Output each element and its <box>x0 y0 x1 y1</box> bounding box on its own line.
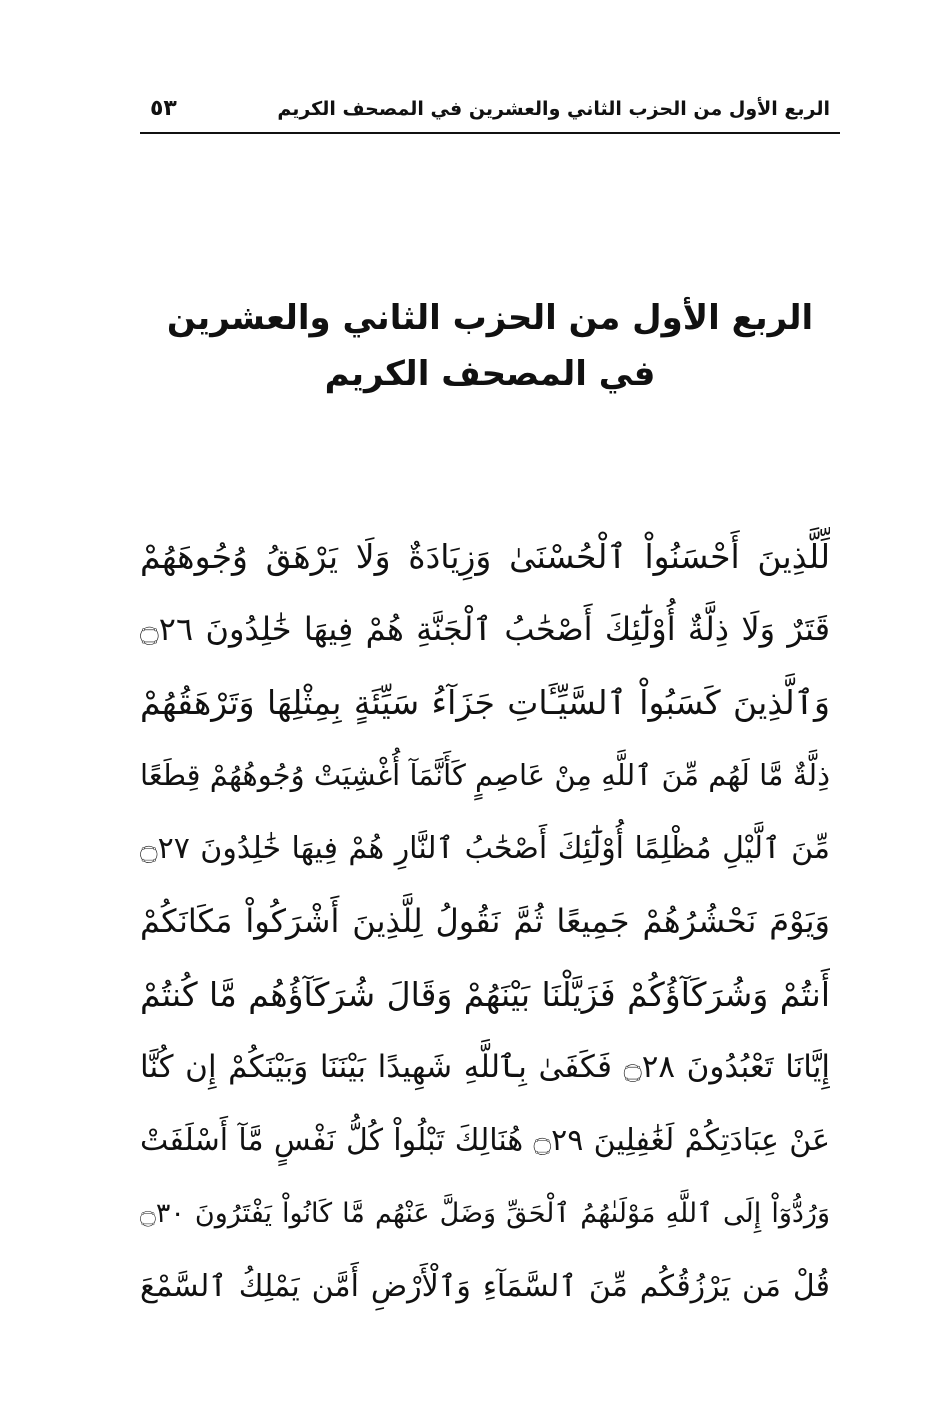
verse-line-7: أَنتُمْ وَشُرَكَآؤُكُمْ فَزَيَّلْنَا بَيْنَهُمْ وَقَالَ شُرَكَآؤُهُم مَّا كُنتُمْ <box>140 975 830 1014</box>
verse-line-10: وَرُدُّوٓاْ إِلَى ٱللَّهِ مَوْلَىٰهُمُ ٱلْحَقِّ وَضَلَّ عَنْهُم مَّا كَانُواْ يَفْتَرُونَ ۝٣٠ <box>140 1198 830 1229</box>
section-title-line-2: في المصحف الكريم <box>324 354 656 394</box>
running-title: الربع الأول من الحزب الثاني والعشرين في المصحف الكريم <box>277 98 830 120</box>
verse-line-4: ذِلَّةٌ مَّا لَهُم مِّنَ ٱللَّهِ مِنْ عَاصِمٍ كَأَنَّمَآ أُغْشِيَتْ وُجُوهُهُمْ قِطَعًا <box>140 758 830 792</box>
running-header <box>140 94 840 130</box>
verse-line-6: وَيَوْمَ نَحْشُرُهُمْ جَمِيعًا ثُمَّ نَقُولُ لِلَّذِينَ أَشْرَكُواْ مَكَانَكُمْ <box>140 902 830 940</box>
verse-line-2: قَتَرٌ وَلَا ذِلَّةٌ أُوْلَٰٓئِكَ أَصْحَٰبُ ٱلْجَنَّةِ هُمْ فِيهَا خَٰلِدُونَ ۝٢٦ <box>140 610 830 648</box>
verse-line-5: مِّنَ ٱلَّيْلِ مُظْلِمًا أُوْلَٰٓئِكَ أَصْحَٰبُ ٱلنَّارِ هُمْ فِيهَا خَٰلِدُونَ ۝٢٧ <box>140 831 830 866</box>
header-rule <box>140 132 840 134</box>
verse-line-11: قُلْ مَن يَرْزُقُكُم مِّنَ ٱلسَّمَآءِ وَٱلْأَرْضِ أَمَّن يَمْلِكُ ٱلسَّمْعَ <box>140 1269 830 1304</box>
verse-line-3: وَٱلَّذِينَ كَسَبُواْ ٱلسَّيِّـَٔاتِ جَزَآءُ سَيِّئَةٍ بِمِثْلِهَا وَتَرْهَقُهُمْ <box>140 683 830 722</box>
verse-line-9: عَنْ عِبَادَتِكُمْ لَغَٰفِلِينَ ۝٢٩ هُنَالِكَ تَبْلُواْ كُلُّ نَفْسٍ مَّآ أَسْلَفَتْ <box>140 1123 830 1158</box>
verse-line-8: إِيَّانَا تَعْبُدُونَ ۝٢٨ فَكَفَىٰ بِٱللَّهِ شَهِيدًا بَيْنَنَا وَبَيْنَكُمْ إِن كُنَّا <box>140 1049 830 1085</box>
section-title <box>140 290 840 402</box>
section-title-line-1: الربع الأول من الحزب الثاني والعشرين <box>166 298 814 338</box>
page-number: ٥٣ <box>150 96 177 121</box>
verse-block <box>140 520 830 1323</box>
verse-line-1: لِّلَّذِينَ أَحْسَنُواْ ٱلْحُسْنَىٰ وَزِيَادَةٌ وَلَا يَرْهَقُ وُجُوهَهُمْ <box>140 537 830 576</box>
